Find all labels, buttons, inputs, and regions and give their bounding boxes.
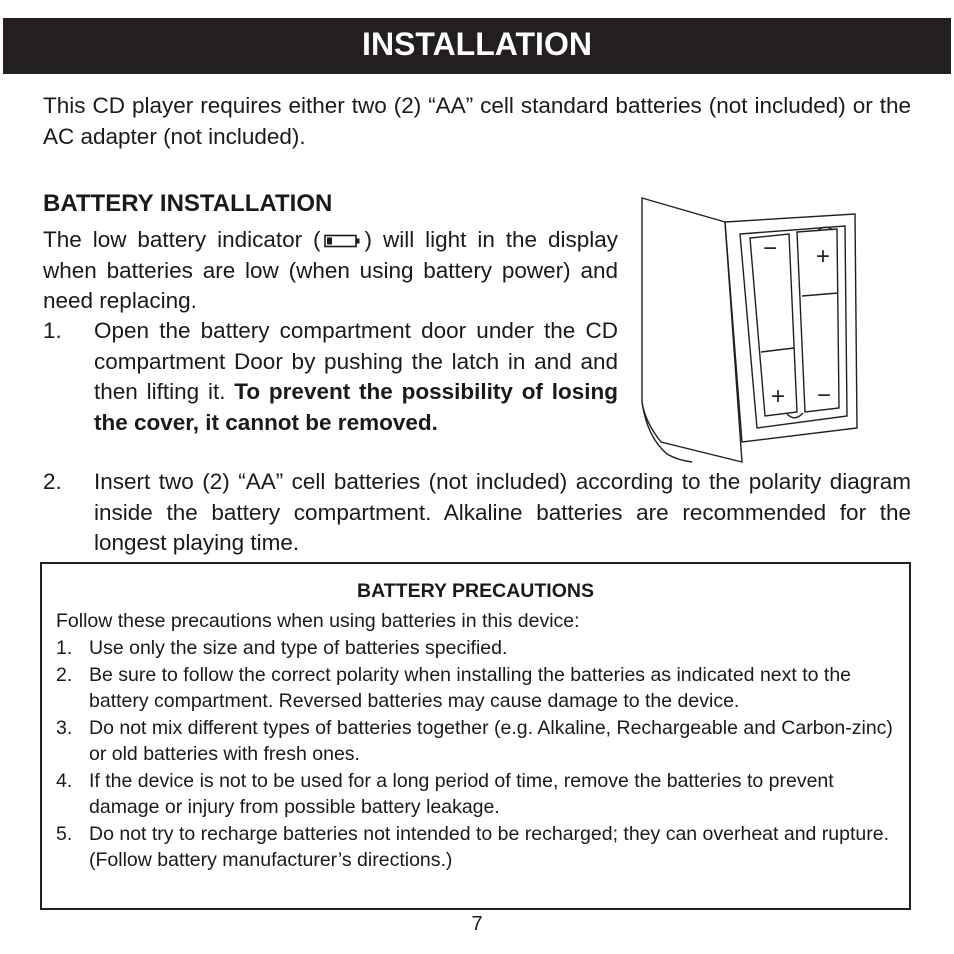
list-number: 5. [56,822,73,845]
list-item [56,635,898,662]
list-number: 3. [56,716,73,739]
list-text: Do not mix different types of batteries together (e.g. Alkaline, Rechargeable and Carbon-zinc) or old batteries with fresh ones. [89,716,893,765]
list-text: If the device is not to be used for a long period of time, remove the batteries to prevent damage or injury from possible battery leakage. [89,769,834,818]
left-battery-bottom-sign: + [770,383,786,410]
low-battery-paragraph [43,225,618,317]
right-battery [787,227,839,418]
battery-compartment-diagram [637,192,863,464]
low-battery-text-start: The low battery indicator ( [43,227,321,252]
low-battery-icon [323,234,363,248]
compartment-door [642,198,742,462]
battery-installation-heading: BATTERY INSTALLATION [43,190,333,217]
step-number: 2. [43,469,62,494]
step-item-1 [43,316,618,476]
list-item [56,715,898,768]
step-text-regular: Open the battery compartment door under the CD compartment Door by pushing the latch in and and then lifting it. [94,318,618,404]
battery-precautions-box [40,562,911,910]
step-text: Insert two (2) “AA” cell batteries (not included) according to the polarity diagram inside the battery compartment. Alkaline batteries are recommended for the longest playing time. [94,469,911,555]
left-battery-top-sign: − [762,235,778,262]
header-bar [3,18,951,74]
list-number: 4. [56,769,73,792]
right-battery-bottom-sign: − [816,382,832,409]
step-number: 1. [43,318,62,343]
list-text: Use only the size and type of batteries specified. [89,637,508,659]
low-battery-text-end: ) will light in the display when batteries are low (when using battery power) and need replacing. [43,227,618,313]
list-number: 2. [56,663,73,686]
intro-paragraph: This CD player requires either two (2) “AA” cell standard batteries (not included) or the AC adapter (not included). [43,93,911,149]
list-item [56,662,898,715]
right-battery-top-sign: + [815,243,831,270]
list-text: Do not try to recharge batteries not intended to be recharged; they can overheat and rupture. (Follow battery manufacturer’s directions.) [89,822,890,871]
precautions-intro: Follow these precautions when using batteries in this device: [56,610,580,632]
list-number: 1. [56,637,73,659]
page-number: 7 [471,913,483,935]
precautions-list [56,635,898,874]
step-text [94,316,618,438]
list-item [56,768,898,821]
step-item-2 [43,467,911,562]
precautions-title: BATTERY PRECAUTIONS [357,580,594,602]
step-text-bold: To prevent the possibility of losing the cover, it cannot be removed. [94,379,618,435]
list-item [56,821,898,874]
page-title: INSTALLATION [362,26,592,62]
list-text: Be sure to follow the correct polarity when installing the batteries as indicated next to the battery compartment. Reversed batteries may cause damage to the device. [89,663,852,712]
